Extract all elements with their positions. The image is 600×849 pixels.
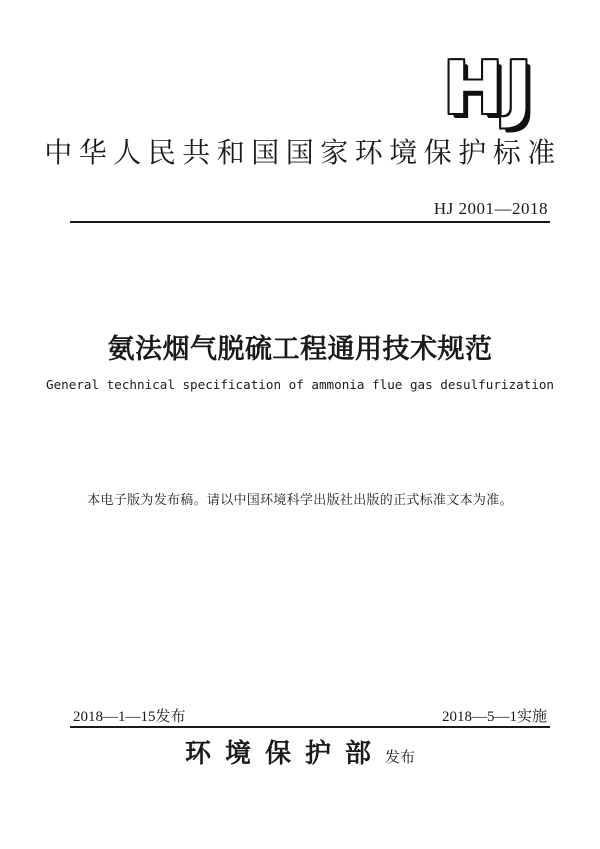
footer-dates <box>73 705 547 726</box>
implement-date: 2018—5—1实施 <box>441 709 547 725</box>
header-rule <box>70 221 550 223</box>
publisher-name: 环境保护部 <box>184 739 385 768</box>
publish-label: 发布 <box>385 750 416 766</box>
standard-type-heading: 中华人民共和国国家环境保护标准 <box>44 137 562 168</box>
standard-title-english: General technical specification of ammonia flue gas desulfurization <box>46 377 554 392</box>
standard-number: HJ 2001—2018 <box>433 199 548 218</box>
standard-title-chinese: 氨法烟气脱硫工程通用技术规范 <box>107 334 493 364</box>
footer-rule <box>70 726 550 728</box>
issue-date: 2018—1—15发布 <box>73 709 186 725</box>
hj-logo: HJ <box>442 46 534 130</box>
publisher-row <box>0 733 600 770</box>
edition-notice: 本电子版为发布稿。请以中国环境科学出版社出版的正式标准文本为准。 <box>87 492 513 507</box>
